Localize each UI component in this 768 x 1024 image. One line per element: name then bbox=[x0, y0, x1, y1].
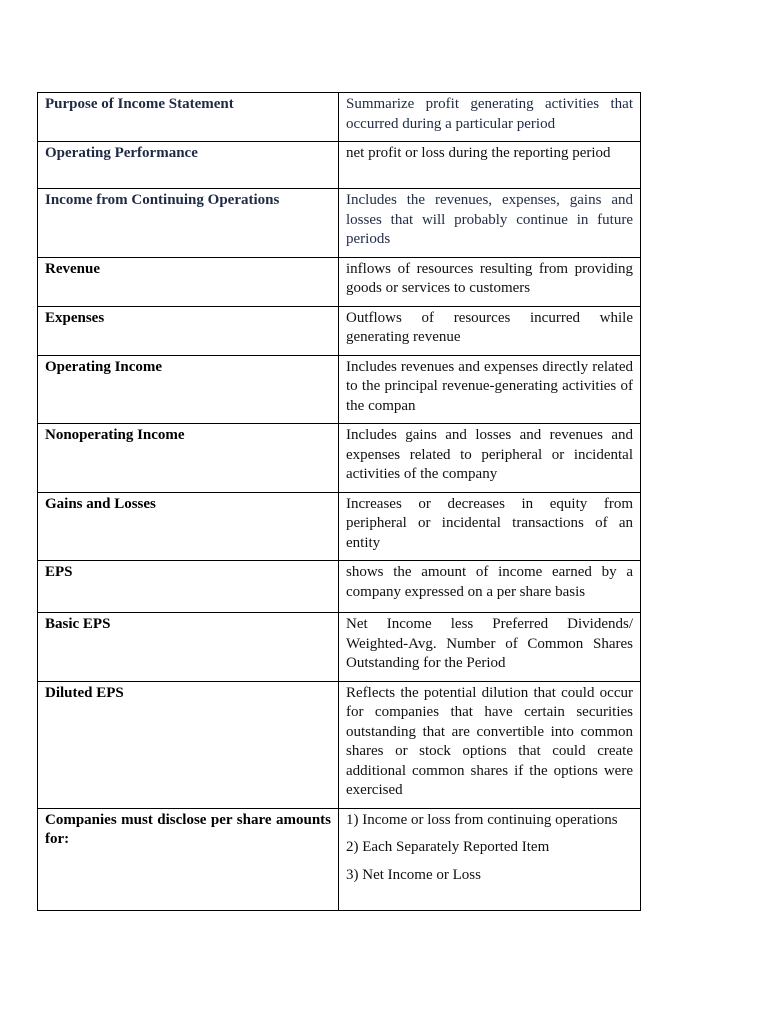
table-row bbox=[38, 424, 641, 493]
definition-cell: Includes gains and losses and revenues and expenses related to peripheral or incidental activities of the company bbox=[339, 424, 641, 493]
definition-cell: Outflows of resources incurred while generating revenue bbox=[339, 306, 641, 355]
term-cell: Basic EPS bbox=[38, 613, 339, 682]
term-cell: EPS bbox=[38, 561, 339, 613]
table-row bbox=[38, 808, 641, 910]
definition-cell: Includes the revenues, expenses, gains and losses that will probably continue in future periods bbox=[339, 189, 641, 258]
list-item: 3) Net Income or Loss bbox=[346, 866, 481, 883]
definition-cell: Includes revenues and expenses directly related to the principal revenue-generating activities of the compan bbox=[339, 355, 641, 424]
table-row bbox=[38, 355, 641, 424]
table-row bbox=[38, 681, 641, 808]
definition-cell-list bbox=[339, 808, 641, 910]
definition-cell: Reflects the potential dilution that could occur for companies that have certain securities outstanding that are convertible into common shares or stock options that could create additional common shares if the options were exercised bbox=[339, 681, 641, 808]
list-item: 2) Each Separately Reported Item bbox=[346, 839, 550, 855]
table-row bbox=[38, 561, 641, 613]
term-cell: Gains and Losses bbox=[38, 492, 339, 561]
term-cell: Income from Continuing Operations bbox=[38, 189, 339, 258]
table-row bbox=[38, 189, 641, 258]
table-row bbox=[38, 613, 641, 682]
table-row bbox=[38, 257, 641, 306]
income-statement-terms-table bbox=[37, 92, 641, 911]
definition-cell: shows the amount of income earned by a company expressed on a per share basis bbox=[339, 561, 641, 613]
term-cell: Operating Income bbox=[38, 355, 339, 424]
table-row bbox=[38, 93, 641, 142]
definition-cell: Summarize profit generating activities that occurred during a particular period bbox=[339, 93, 641, 142]
definition-cell: inflows of resources resulting from providing goods or services to customers bbox=[339, 257, 641, 306]
term-cell: Revenue bbox=[38, 257, 339, 306]
table-row bbox=[38, 492, 641, 561]
term-cell: Expenses bbox=[38, 306, 339, 355]
definition-cell: net profit or loss during the reporting period bbox=[339, 142, 641, 189]
term-cell: Operating Performance bbox=[38, 142, 339, 189]
table-row bbox=[38, 142, 641, 189]
term-cell: Diluted EPS bbox=[38, 681, 339, 808]
term-cell: Purpose of Income Statement bbox=[38, 93, 339, 142]
term-cell: Nonoperating Income bbox=[38, 424, 339, 493]
term-cell: Companies must disclose per share amounts for: bbox=[38, 808, 339, 910]
list-item: 1) Income or loss from continuing operations bbox=[346, 811, 618, 828]
definition-cell: Increases or decreases in equity from peripheral or incidental transactions of an entity bbox=[339, 492, 641, 561]
table-row bbox=[38, 306, 641, 355]
definition-cell: Net Income less Preferred Dividends/ Weighted-Avg. Number of Common Shares Outstanding for the Period bbox=[339, 613, 641, 682]
